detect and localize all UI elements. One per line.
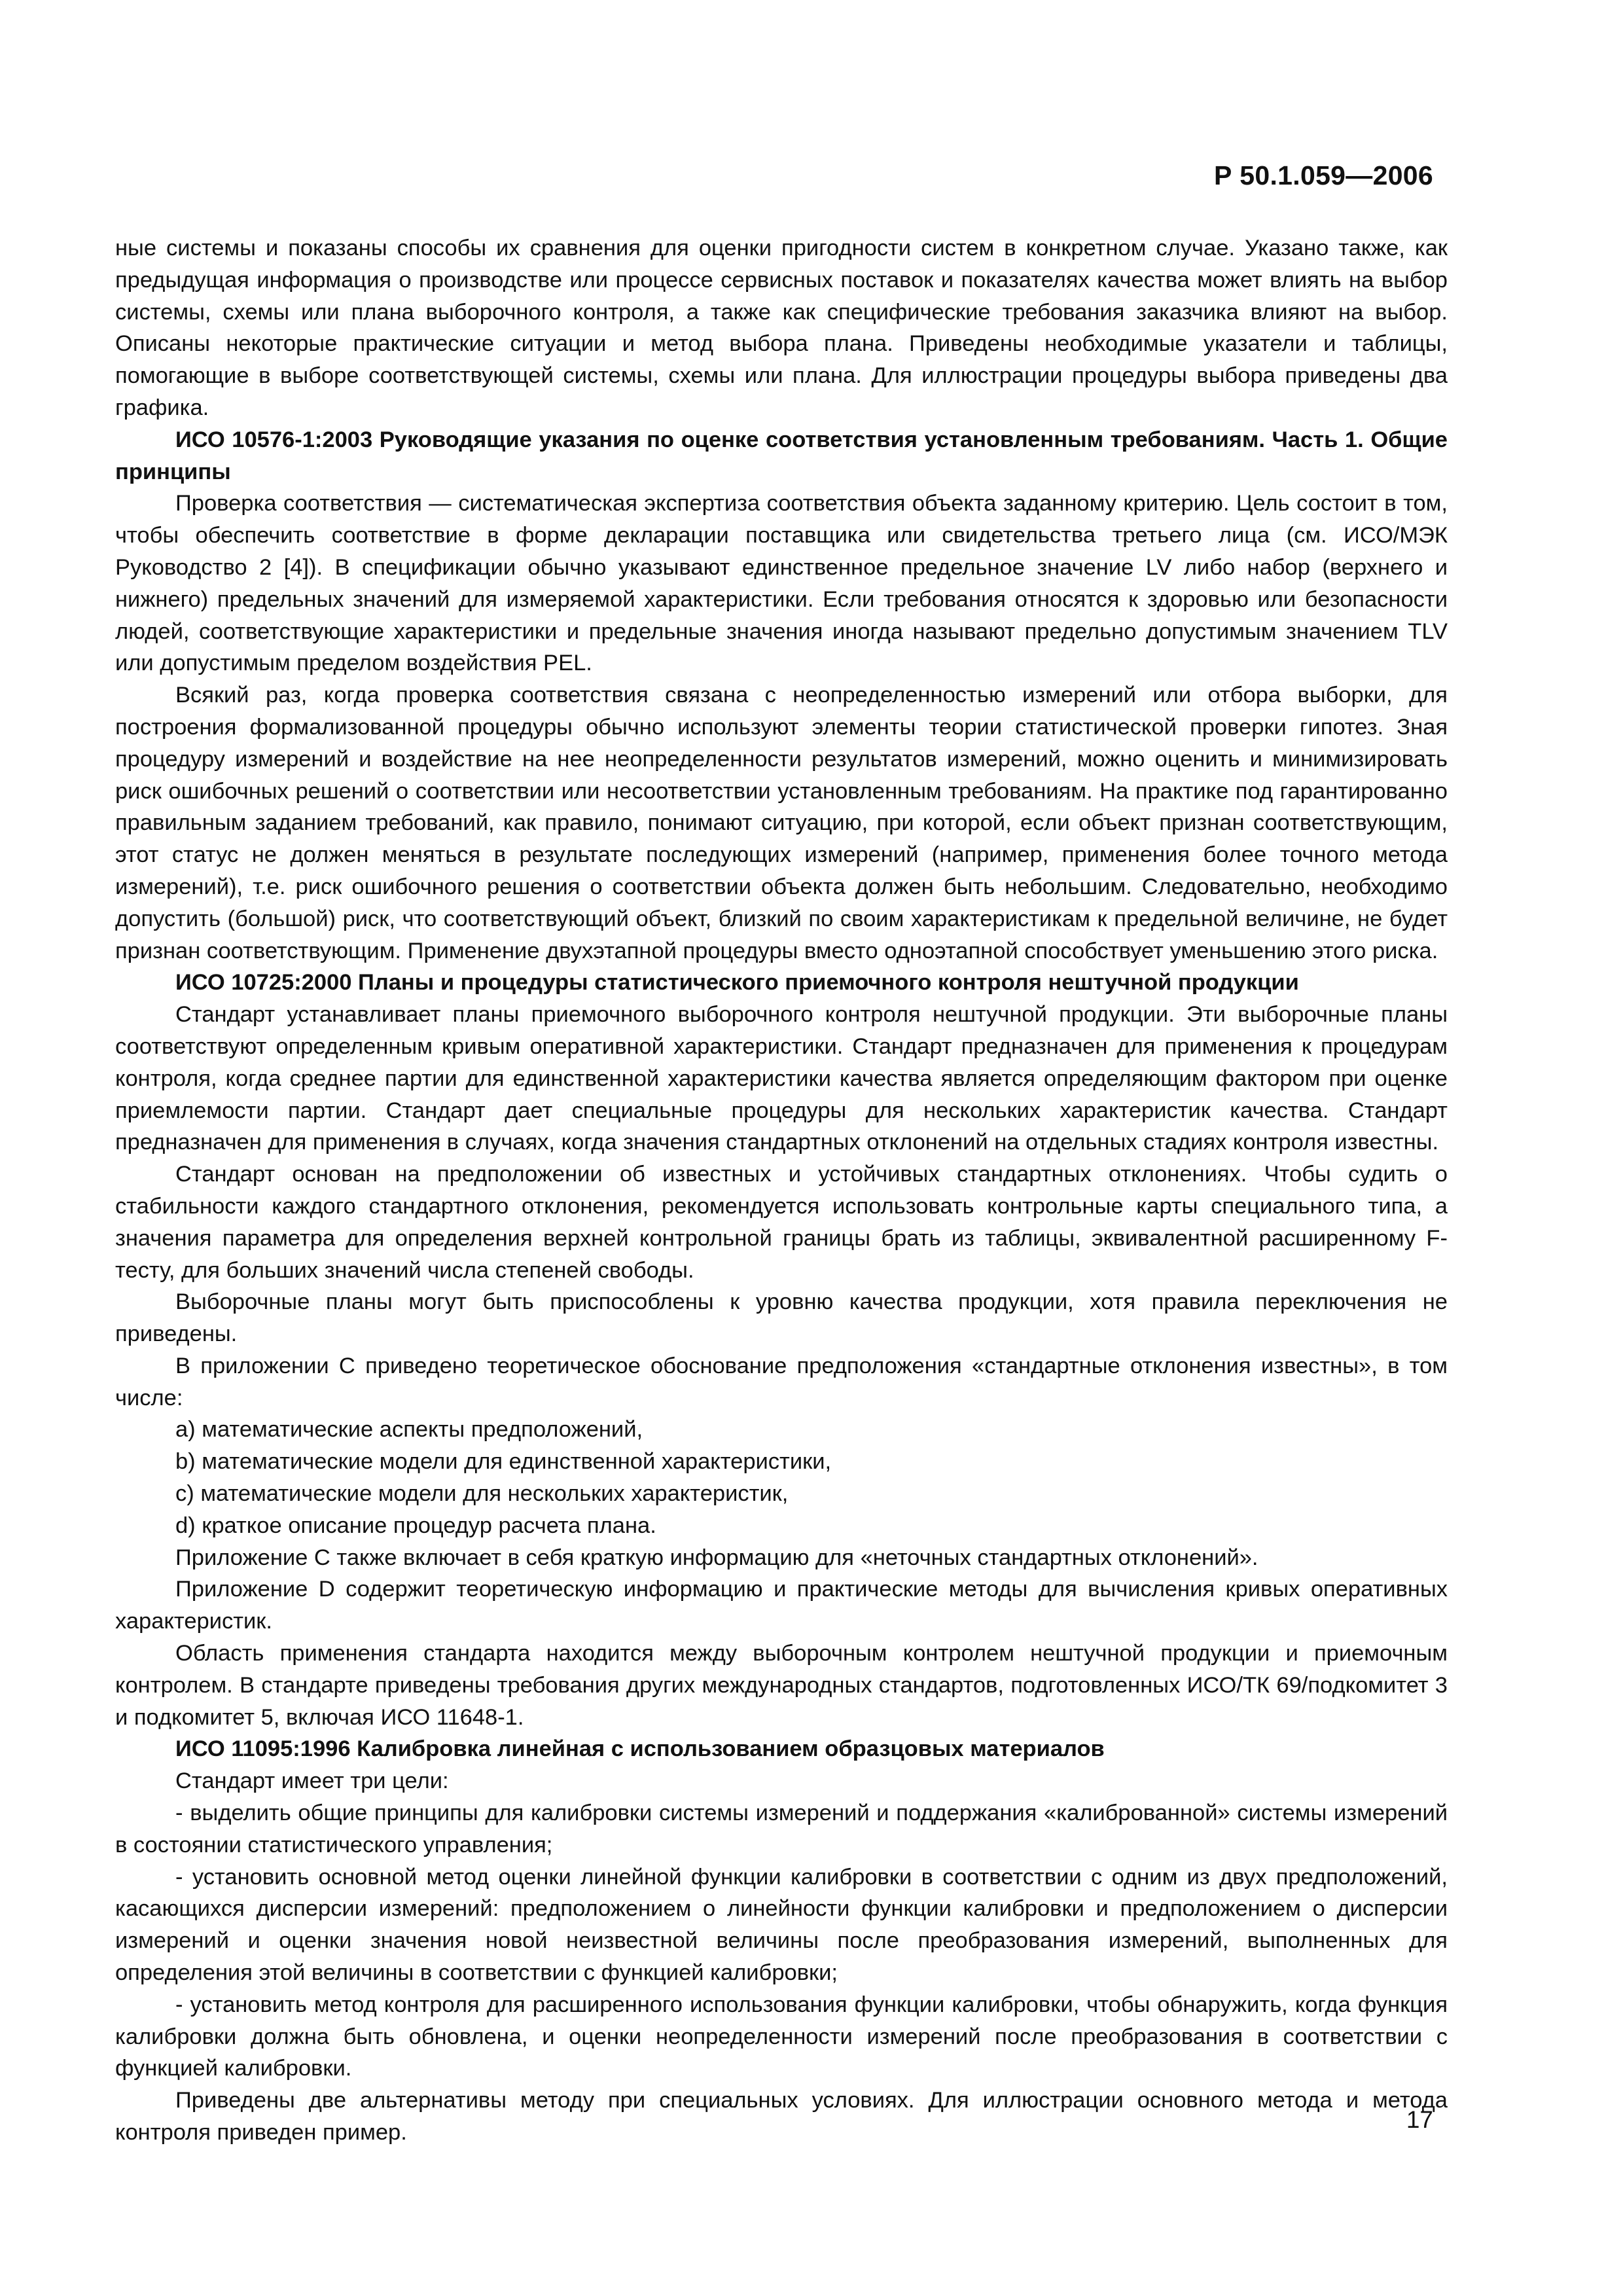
- paragraph: Проверка соответствия — систематическая экспертиза соответствия объекта заданному критерию. Цель состоит в том, чтобы обеспечить соответствие в форме декларации поставщика или свидетельства третьего лица (см. ИСО/МЭК Руководство 2 [4]). В спецификации обычно указывают единственное предельное значение LV либо набор (верхнего и нижнего) предельных значений для измеряемой характеристики. Если требования относятся к здоровью или безопасности людей, соответствующие характеристики и предельные значения иногда называют предельно допустимым значением TLV или допустимым пределом воздействия PEL.: [115, 491, 1448, 676]
- list-item: c) математические модели для нескольких характеристик,: [175, 1481, 789, 1507]
- paragraph: Область применения стандарта находится между выборочным контролем нештучной продукции и приемочным контролем. В стандарте приведены требования других международных стандартов, подготовленных ИСО/ТК 69/подкомитет 3 и подкомитет 5, включая ИСО 11648-1.: [115, 1641, 1448, 1730]
- section-heading: ИСО 11095:1996 Калибровка линейная с использованием образцовых материалов: [175, 1736, 1105, 1762]
- paragraph: - установить основной метод оценки линейной функции калибровки в соответствии с одним из двух предположений, касающихся дисперсии измерений: предположением о линейности функции калибровки и предположением о дисперсии измерений и оценки значения новой неизвестной величины после преобразования измерений, выполненных для определения этой величины в соответствии с функцией калибровки;: [115, 1864, 1448, 1986]
- paragraph: - выделить общие принципы для калибровки системы измерений и поддержания «калиброванной» системы измерений в состоянии статистического управления;: [115, 1801, 1448, 1857]
- paragraph: В приложении С приведено теоретическое обоснование предположения «стандартные отклонения известны», в том числе:: [115, 1353, 1448, 1410]
- page-body: [115, 232, 1448, 2149]
- paragraph: ные системы и показаны способы их сравнения для оценки пригодности систем в конкретном случае. Указано также, как предыдущая информация о производстве или процессе сервисных поставок и показателях качества может влиять на выбор системы, схемы или плана выборочного контроля, а также как специфические требования заказчика влияют на выбор. Описаны некоторые практические ситуации и метод выбора плана. Приведены необходимые указатели и таблицы, помогающие в выборе соответствующей системы, схемы или плана. Для иллюстрации процедуры выбора приведены два графика.: [115, 236, 1448, 420]
- paragraph: Стандарт основан на предположении об известных и устойчивых стандартных отклонениях. Чтобы судить о стабильности каждого стандартного отклонения, рекомендуется использовать контрольные карты специального типа, а значения параметра для определения верхней контрольной границы брать из таблицы, эквивалентной расширенному F-тесту, для больших значений числа степеней свободы.: [115, 1162, 1448, 1283]
- paragraph: Стандарт устанавливает планы приемочного выборочного контроля нештучной продукции. Эти выборочные планы соответствуют определенным кривым оперативной характеристики. Стандарт предназначен для применения к процедурам контроля, когда среднее партии для единственной характеристики качества является определяющим фактором при оценке приемлемости партии. Стандарт дает специальные процедуры для нескольких характеристик качества. Стандарт предназначен для применения в случаях, когда значения стандартных отклонений на отдельных стадиях контроля известны.: [115, 1002, 1448, 1155]
- paragraph: Стандарт имеет три цели:: [175, 1768, 449, 1794]
- list-item: b) математические модели для единственной характеристики,: [175, 1449, 832, 1475]
- document-number: Р 50.1.059—2006: [1213, 160, 1433, 190]
- section-heading: ИСО 10576-1:2003 Руководящие указания по оценке соответствия установленным требованиям. Часть 1. Общие принципы: [115, 427, 1448, 484]
- paragraph: Всякий раз, когда проверка соответствия связана с неопределенностью измерений или отбора выборки, для построения формализованной процедуры обычно используют элементы теории статистической проверки гипотез. Зная процедуру измерений и воздействие на нее неопределенности результатов измерений, можно оценить и минимизировать риск ошибочных решений о соответствии или несоответствии установленным требованиям. На практике под гарантированно правильным заданием требований, как правило, понимают ситуацию, при которой, если объект признан соответствующим, этот статус не должен меняться в результате последующих измерений (например, применения более точного метода измерений), т.е. риск ошибочного решения о соответствии объекта должен быть небольшим. Следовательно, необходимо допустить (большой) риск, что соответствующий объект, близкий по своим характеристикам к предельной величине, не будет признан соответствующим. Применение двухэтапной процедуры вместо одноэтапной способствует уменьшению этого риска.: [115, 683, 1448, 963]
- paragraph: - установить метод контроля для расширенного использования функции калибровки, чтобы обнаружить, когда функция калибровки должна быть обновлена, и оценки неопределенности измерений после преобразования в соответствии с функцией калибровки.: [115, 1992, 1448, 2081]
- list-item: d) краткое описание процедур расчета плана.: [175, 1513, 656, 1538]
- paragraph: Приложение С также включает в себя краткую информацию для «неточных стандартных отклонений».: [175, 1545, 1258, 1570]
- paragraph: Выборочные планы могут быть приспособлены к уровню качества продукции, хотя правила переключения не приведены.: [115, 1289, 1448, 1347]
- section-heading: ИСО 10725:2000 Планы и процедуры статистического приемочного контроля нештучной продукции: [175, 970, 1299, 996]
- paragraph: Приложение D содержит теоретическую информацию и практические методы для вычисления кривых оперативных характеристик.: [115, 1577, 1448, 1634]
- page-number: 17: [1406, 2106, 1433, 2133]
- paragraph: Приведены две альтернативы методу при специальных условиях. Для иллюстрации основного метода и метода контроля приведен пример.: [115, 2088, 1448, 2145]
- list-item: a) математические аспекты предположений,: [175, 1417, 643, 1443]
